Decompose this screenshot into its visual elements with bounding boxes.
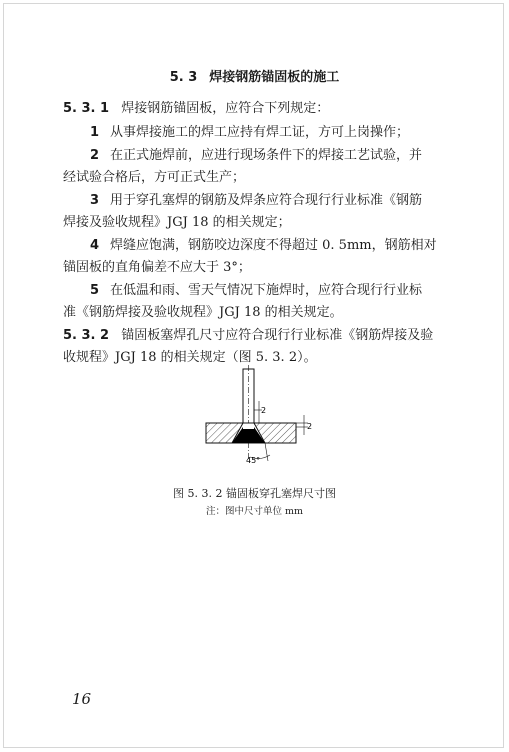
figure-caption: 图 5. 3. 2 锚固板穿孔塞焊尺寸图: [173, 487, 336, 500]
top-dimension: 2: [261, 406, 267, 415]
clause-number: 5. 3. 1: [63, 101, 110, 116]
item-number: 4: [90, 238, 100, 253]
item-number: 3: [90, 193, 100, 208]
item-text: 在正式施焊前，应进行现场条件下的焊接工艺试验，并: [110, 148, 423, 163]
item-5-continuation: 准《钢筋焊接及验收规程》JGJ 18 的相关规定。: [63, 305, 343, 320]
item-4-continuation: 锚固板的直角偏差不应大于 3°；: [63, 260, 251, 275]
item-number: 5: [90, 283, 100, 298]
item-number: 1: [90, 125, 100, 140]
item-text: 用于穿孔塞焊的钢筋及焊条应符合现行行业标准《钢筋: [110, 193, 423, 208]
item-1: [90, 124, 409, 141]
clause-5-3-1: [63, 100, 329, 117]
item-3-continuation: 焊接及验收规程》JGJ 18 的相关规定；: [63, 215, 291, 230]
angle-label: 45°: [246, 456, 261, 465]
clause-5-3-2-continuation: 收规程》JGJ 18 的相关规定（图 5. 3. 2）。: [63, 350, 317, 365]
clause-number: 5. 3. 2: [63, 328, 110, 343]
item-3: [90, 192, 422, 209]
weld-drawing: [190, 365, 330, 480]
weld-root: [243, 429, 254, 443]
item-text: 在低温和雨、雪天气情况下施焊时，应符合现行行业标: [110, 283, 423, 298]
section-number: 5. 3: [169, 70, 198, 85]
figure-note: 注：图中尺寸单位 mm: [205, 506, 304, 517]
section-heading: 焊接钢筋锚固板的施工: [209, 70, 340, 85]
page-number: 16: [72, 690, 92, 708]
item-text: 焊缝应饱满，钢筋咬边深度不得超过 0. 5mm，钢筋相对: [110, 238, 437, 253]
item-2: [90, 147, 422, 164]
item-2-continuation: 经试验合格后，方可正式生产；: [63, 170, 246, 185]
clause-5-3-2: [63, 327, 433, 344]
section-title: [0, 66, 509, 85]
clause-text: 锚固板塞焊孔尺寸应符合现行行业标准《钢筋焊接及验: [121, 328, 434, 343]
item-number: 2: [90, 148, 100, 163]
clause-text: 焊接钢筋锚固板，应符合下列规定：: [121, 101, 330, 116]
item-5: [90, 282, 422, 299]
item-4: [90, 237, 437, 254]
anchor-plate-weld-figure: [190, 365, 330, 484]
item-text: 从事焊接施工的焊工应持有焊工证，方可上岗操作；: [110, 125, 410, 140]
right-dimension: 2: [307, 422, 313, 431]
